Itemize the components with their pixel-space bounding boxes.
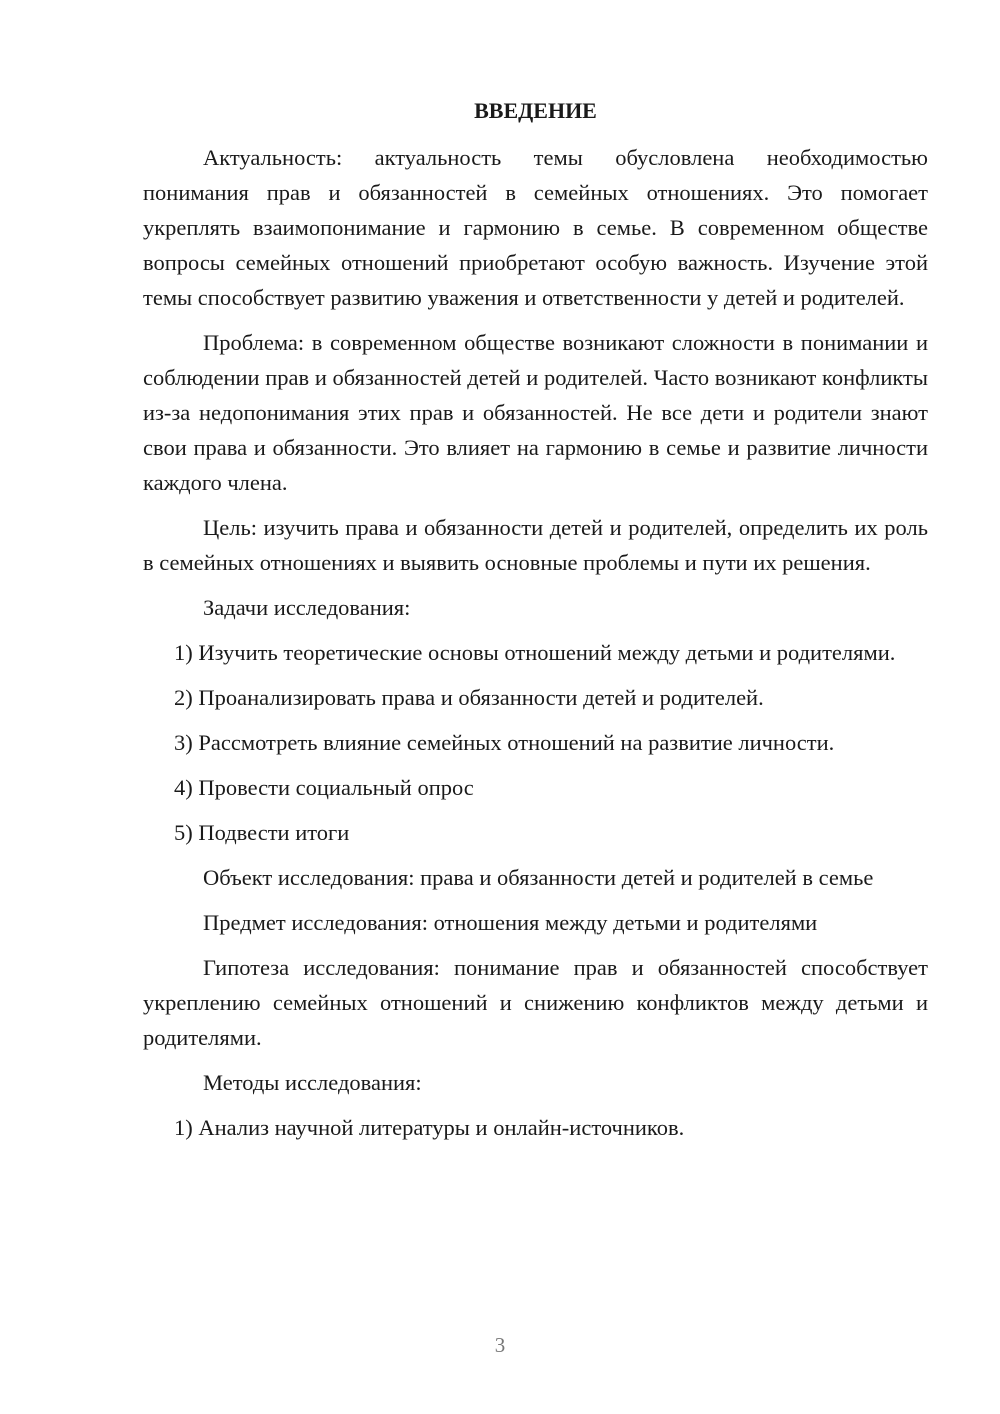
goal-paragraph: Цель: изучить права и обязанности детей и родителей, определить их роль в семейных отношениях и выявить основные проблемы и пути их решения. xyxy=(143,515,928,575)
method-item: 1) Анализ научной литературы и онлайн-источников. xyxy=(174,1115,685,1140)
section-title: ВВЕДЕНИЕ xyxy=(474,98,597,123)
subject-paragraph: Предмет исследования: отношения между детьми и родителями xyxy=(203,910,818,935)
relevance-paragraph: Актуальность: актуальность темы обусловлена необходимостью понимания прав и обязанностей в семейных отношениях. Это помогает укреплять взаимопонимание и гармонию в семье. В современном обществе вопросы семейных отношений приобретают особую важность. Изучение этой темы способствует развитию уважения и ответственности у детей и родителей. xyxy=(143,145,928,310)
task-item: 5) Подвести итоги xyxy=(174,820,350,845)
task-item: 2) Проанализировать права и обязанности детей и родителей. xyxy=(174,685,764,710)
page-number: 3 xyxy=(494,1333,506,1357)
problem-paragraph: Проблема: в современном обществе возникают сложности в понимании и соблюдении прав и обязанностей детей и родителей. Часто возникают конфликты из-за недопонимания этих прав и обязанностей. Не все дети и родители знают свои права и обязанности. Это влияет на гармонию в семье и развитие личности каждого члена. xyxy=(143,330,928,495)
task-item: 3) Рассмотреть влияние семейных отношений на развитие личности. xyxy=(174,730,835,755)
object-paragraph: Объект исследования: права и обязанности детей и родителей в семье xyxy=(203,865,874,890)
methods-heading: Методы исследования: xyxy=(203,1070,422,1095)
task-item: 4) Провести социальный опрос xyxy=(174,775,474,800)
hypothesis-paragraph: Гипотеза исследования: понимание прав и обязанностей способствует укреплению семейных отношений и снижению конфликтов между детьми и родителями. xyxy=(143,955,928,1050)
page-content xyxy=(143,94,928,1155)
tasks-heading: Задачи исследования: xyxy=(203,595,411,620)
task-item: 1) Изучить теоретические основы отношений между детьми и родителями. xyxy=(174,640,896,665)
